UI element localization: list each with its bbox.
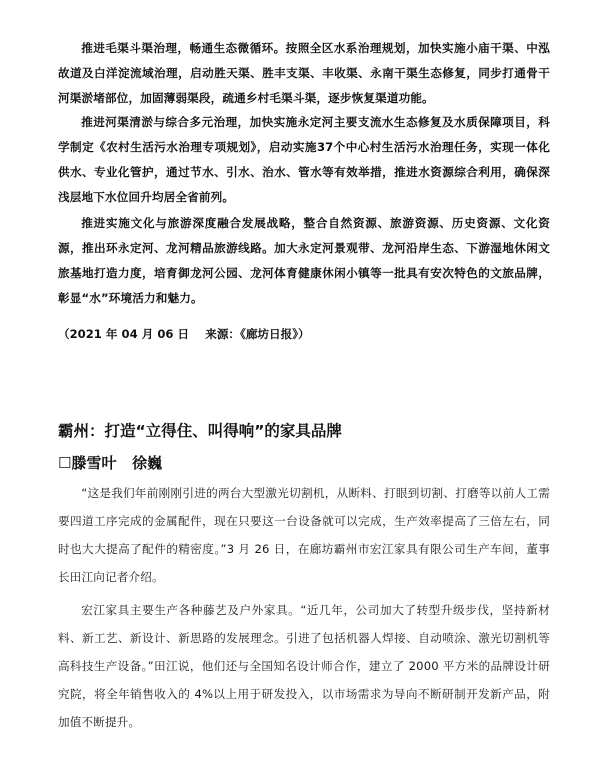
article-byline: ☐滕雪叶 徐巍 bbox=[58, 454, 163, 472]
article-paragraph-upgrade: 宏江家具主要生产各种藤艺及户外家具。“近几年，公司加大了转型升级步伐，坚持新材料、新工艺、新设计、新思路的发展理念。引进了包括机器人焊接、自动喷涂、激光切割机等高科技生产设备。”田江说，他们还与全国知名设计师合作，建立了 2000 平方米的品牌设计研究院，将全年销售收入的 4%以上用于研发投入，以市场需求为导向不断研制开发新产品，附加值不断提升。 bbox=[58, 603, 550, 729]
source-line: （2021 年 04 月 06 日 来源：《廊坊日报》） bbox=[58, 327, 310, 341]
paragraph-canal-governance: 推进毛渠斗渠治理，畅通生态微循环。按照全区水系治理规划，加快实施小庙干渠、中泓故道及白洋淀流域治理，启动胜天渠、胜丰支渠、丰收渠、永南干渠生态修复，同步打通骨干河渠淤堵部位，加固薄弱渠段，疏通乡村毛渠斗渠，逐步恢复渠道功能。 bbox=[58, 41, 550, 105]
article-title: 霸州：打造“立得住、叫得响”的家具品牌 bbox=[58, 422, 342, 440]
paragraph-culture-tourism: 推进实施文化与旅游深度融合发展战略，整合自然资源、旅游资源、历史资源、文化资源，推出环永定河、龙河精品旅游线路。加大永定河景观带、龙河沿岸生态、下游湿地休闲文旅基地打造力度，培育御龙河公园、龙河体育健康休闲小镇等一批具有安次特色的文旅品牌，彰显“水”环境活力和魅力。 bbox=[58, 216, 550, 305]
article-paragraph-laser-cutting: “这是我们年前刚刚引进的两台大型激光切割机，从断料、打眼到切割、打磨等以前人工需要四道工序完成的金属配件，现在只要这一台设备就可以完成，生产效率提高了三倍左右，同时也大大提高了配件的精密度。”3 月 26 日，在廊坊霸州市宏江家具有限公司生产车间，董事长田江向记者介绍。 bbox=[58, 486, 550, 584]
paragraph-river-dredging: 推进河渠清淤与综合多元治理，加快实施永定河主要支流水生态修复及水质保障项目，科学制定《农村生活污水治理专项规划》，启动实施37个中心村生活污水治理任务，实现一体化供水、专业化管护，通过节水、引水、治水、管水等有效举措，推进水资源综合利用，确保深浅层地下水位回升均居全省前列。 bbox=[58, 115, 550, 204]
